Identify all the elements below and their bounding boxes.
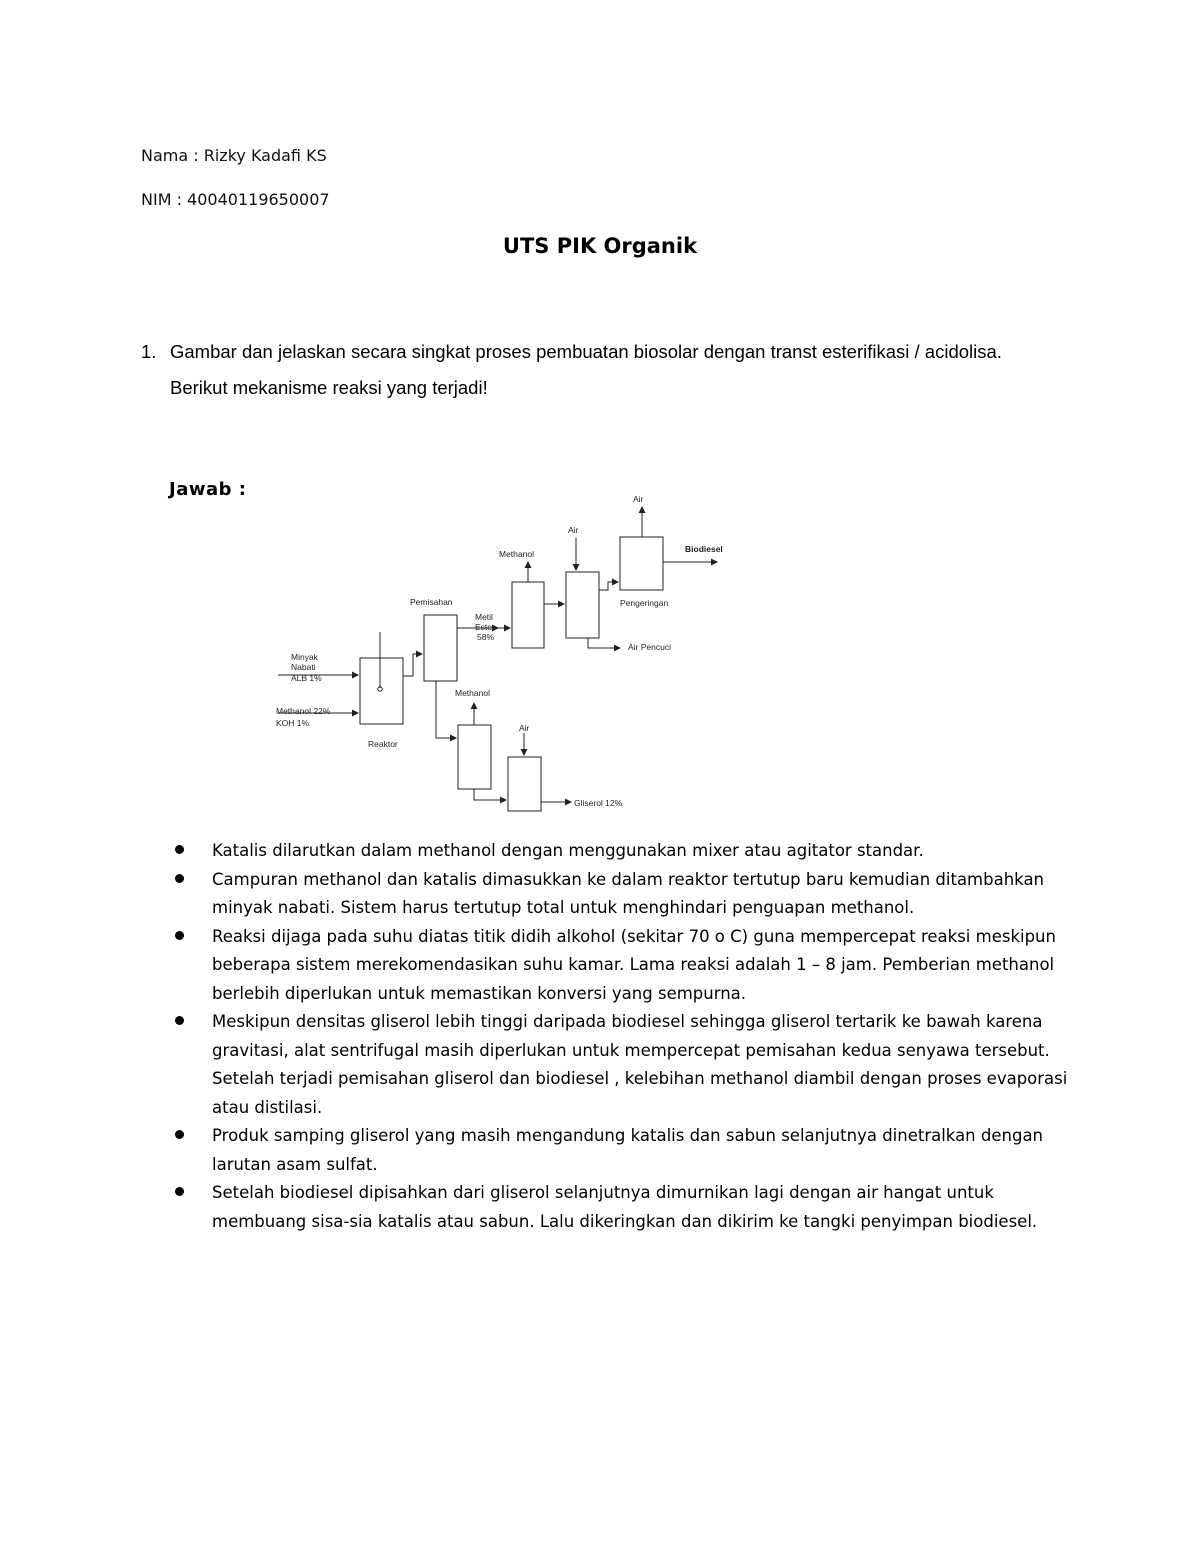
- label-gliserol: Gliserol 12%: [574, 798, 623, 808]
- list-item: [175, 1122, 1075, 1179]
- label-pengeringan: Pengeringan: [620, 598, 669, 608]
- answer-bullet-list: [175, 837, 1075, 1236]
- label-nabati: Nabati: [291, 662, 316, 672]
- label-reaktor: Reaktor: [368, 739, 398, 749]
- label-alb: ALB 1%: [291, 673, 322, 683]
- label-koh: KOH 1%: [276, 718, 310, 728]
- list-item: [175, 1008, 1075, 1122]
- bullet-icon: [175, 1016, 184, 1025]
- dryer-vessel: [620, 537, 663, 590]
- label-methanol-feed: Methanol 22%: [276, 706, 331, 716]
- bullet-icon: [175, 931, 184, 940]
- bullet-icon: [175, 1187, 184, 1196]
- label-biodiesel: Biodiesel: [685, 544, 723, 554]
- student-name: Nama : Rizky Kadafi KS: [141, 146, 327, 165]
- bullet-text: Campuran methanol dan katalis dimasukkan ke dalam reaktor tertutup baru kemudian ditambahkan minyak nabati. Sistem harus tertutup total untuk menghindari penguapan methanol.: [212, 869, 1045, 917]
- bullet-text: Produk samping gliserol yang masih mengandung katalis dan sabun selanjutnya dinetralkan dengan larutan asam sulfat.: [212, 1126, 1044, 1174]
- list-item: [175, 866, 1075, 923]
- bullet-text: Meskipun densitas gliserol lebih tinggi daripada biodiesel sehingga gliserol tertarik ke bawah karena gravitasi, alat sentrifugal masih diperlukan untuk mempercepat pemisahan kedua senyawa tersebut. Setelah terjadi pemisahan gliserol dan biodiesel , kelebihan methanol diambil dengan proses evaporasi atau distilasi.: [212, 1012, 1068, 1117]
- label-ester: Ester: [475, 622, 495, 632]
- question-number: 1.: [141, 341, 157, 362]
- label-air-mid: Air: [568, 525, 579, 535]
- label-pemisahan: Pemisahan: [410, 597, 453, 607]
- label-pct58: 58%: [477, 632, 495, 642]
- answer-label: Jawab :: [169, 479, 247, 500]
- label-methanol-top: Methanol: [499, 549, 534, 559]
- separator-vessel: [424, 615, 457, 681]
- label-metil: Metil: [475, 612, 493, 622]
- student-nim: NIM : 40040119650007: [141, 190, 330, 209]
- label-methanol-low: Methanol: [455, 688, 490, 698]
- washing-column: [566, 572, 599, 638]
- process-flow-diagram: [270, 490, 740, 820]
- label-air-top: Air: [633, 494, 644, 504]
- methanol-recovery-column-bottom: [458, 725, 491, 789]
- bullet-text: Setelah biodiesel dipisahkan dari gliserol selanjutnya dimurnikan lagi dengan air hangat untuk membuang sisa-sia katalis atau sabun. Lalu dikeringkan dan dikirim ke tangki penyimpan biodiesel.: [212, 1183, 1038, 1231]
- bullet-icon: [175, 1130, 184, 1139]
- label-air-low: Air: [519, 723, 530, 733]
- methanol-recovery-column-top: [512, 582, 544, 648]
- bullet-icon: [175, 845, 184, 854]
- list-item: [175, 923, 1075, 1009]
- bullet-icon: [175, 874, 184, 883]
- list-item: [175, 1179, 1075, 1236]
- label-air-pencuci: Air Pencuci: [628, 642, 671, 652]
- label-minyak: Minyak: [291, 652, 318, 662]
- bullet-text: Katalis dilarutkan dalam methanol dengan menggunakan mixer atau agitator standar.: [212, 841, 924, 860]
- bullet-text: Reaksi dijaga pada suhu diatas titik didih alkohol (sekitar 70 o C) guna mempercepat reaksi meskipun beberapa sistem merekomendasikan suhu kamar. Lama reaksi adalah 1 – 8 jam. Pemberian methanol berlebih diperlukan untuk memastikan konversi yang sempurna.: [212, 926, 1056, 1003]
- list-item: [175, 837, 1075, 866]
- glycerol-washing-column: [508, 757, 541, 811]
- question-1: [141, 334, 1061, 406]
- document-title: UTS PIK Organik: [502, 234, 698, 258]
- question-text: Gambar dan jelaskan secara singkat proses pembuatan biosolar dengan transt esterifikasi / acidolisa. Berikut mekanisme reaksi yang terjadi!: [170, 341, 1002, 398]
